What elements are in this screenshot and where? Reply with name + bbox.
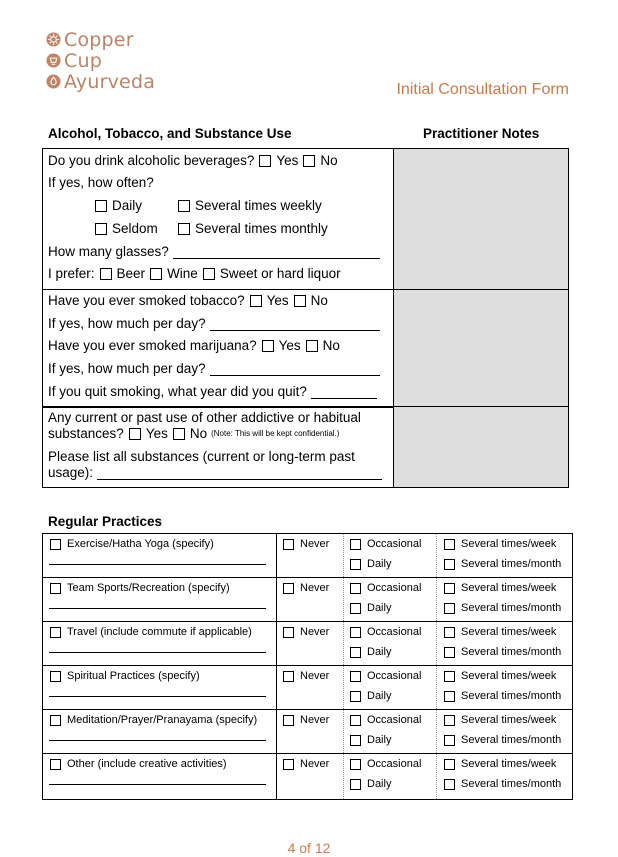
several-month-label: Several times/month xyxy=(461,558,562,570)
never-checkbox[interactable] xyxy=(283,627,294,638)
flame-icon xyxy=(46,74,61,89)
alcohol-section xyxy=(42,148,569,290)
substances-question-line2 xyxy=(48,426,339,441)
section-heading-substance: Alcohol, Tobacco, and Substance Use xyxy=(48,126,292,141)
substances-list-text2: usage): xyxy=(48,465,94,480)
marijuana-row xyxy=(48,338,340,353)
alcohol-yes-label: Yes xyxy=(276,153,299,168)
logo xyxy=(46,29,155,92)
wine-checkbox[interactable] xyxy=(150,268,162,280)
several-week-checkbox[interactable] xyxy=(444,759,455,770)
practitioner-notes-heading: Practitioner Notes xyxy=(423,126,540,141)
daily-checkbox[interactable] xyxy=(350,647,361,658)
marijuana-no-checkbox[interactable] xyxy=(306,340,318,352)
practice-label: Spiritual Practices (specify) xyxy=(67,670,200,682)
practice-checkbox[interactable] xyxy=(50,759,61,770)
several-month-checkbox[interactable] xyxy=(444,735,455,746)
several-month-label: Several times/month xyxy=(461,778,562,790)
glasses-question: How many glasses? xyxy=(48,244,169,259)
occasional-checkbox[interactable] xyxy=(350,759,361,770)
prefer-label: I prefer: xyxy=(48,266,95,281)
several-monthly-label: Several times monthly xyxy=(195,221,328,236)
practice-row xyxy=(43,666,572,710)
substances-question-text2: substances? xyxy=(48,426,124,441)
several-monthly-option xyxy=(173,221,328,236)
marijuana-amount-row xyxy=(48,361,380,376)
occasional-checkbox[interactable] xyxy=(350,627,361,638)
several-weekly-checkbox[interactable] xyxy=(178,200,190,212)
daily-checkbox[interactable] xyxy=(95,200,107,212)
never-label: Never xyxy=(300,714,330,726)
quit-year-row xyxy=(48,384,377,399)
logo-text-line2: Cup xyxy=(64,49,102,72)
daily-checkbox[interactable] xyxy=(350,779,361,790)
substances-no-checkbox[interactable] xyxy=(173,428,185,440)
marijuana-question: Have you ever smoked marijuana? xyxy=(48,338,257,353)
several-weekly-label: Several times weekly xyxy=(195,198,322,213)
practice-checkbox[interactable] xyxy=(50,583,61,594)
practice-specify-line[interactable] xyxy=(49,696,266,697)
practice-row xyxy=(43,622,572,666)
sun-icon xyxy=(46,32,61,47)
several-month-checkbox[interactable] xyxy=(444,559,455,570)
never-label: Never xyxy=(300,758,330,770)
substances-section xyxy=(42,406,569,488)
prefer-row xyxy=(48,266,341,281)
practice-row xyxy=(43,710,572,754)
never-label: Never xyxy=(300,538,330,550)
daily-label: Daily xyxy=(367,690,392,702)
several-week-label: Several times/week xyxy=(461,670,557,682)
substances-list-line1 xyxy=(48,449,355,464)
never-checkbox[interactable] xyxy=(283,583,294,594)
page-number: 4 of 12 xyxy=(287,840,331,856)
practice-row xyxy=(43,754,572,799)
quit-year-input-line[interactable] xyxy=(311,385,377,399)
practice-specify-line[interactable] xyxy=(49,652,266,653)
alcohol-question: Do you drink alcoholic beverages? xyxy=(48,153,255,168)
seldom-label: Seldom xyxy=(112,221,158,236)
practice-label: Other (include creative activities) xyxy=(67,758,227,770)
alcohol-no-checkbox[interactable] xyxy=(303,155,315,167)
substances-question-line1 xyxy=(48,410,361,425)
never-label: Never xyxy=(300,626,330,638)
never-label: Never xyxy=(300,582,330,594)
substances-list-text1: Please list all substances (current or long-term past xyxy=(48,449,355,464)
occasional-label: Occasional xyxy=(367,670,422,682)
occasional-label: Occasional xyxy=(367,714,422,726)
occasional-label: Occasional xyxy=(367,626,422,638)
liquor-checkbox[interactable] xyxy=(203,268,215,280)
several-week-checkbox[interactable] xyxy=(444,539,455,550)
occasional-checkbox[interactable] xyxy=(350,539,361,550)
how-often-question: If yes, how often? xyxy=(48,175,154,190)
practice-checkbox[interactable] xyxy=(50,539,61,550)
marijuana-yes-checkbox[interactable] xyxy=(262,340,274,352)
practice-label: Exercise/Hatha Yoga (specify) xyxy=(67,538,214,550)
practice-label: Travel (include commute if applicable) xyxy=(67,626,252,638)
never-checkbox[interactable] xyxy=(283,671,294,682)
practice-specify-line[interactable] xyxy=(49,740,266,741)
beer-checkbox[interactable] xyxy=(100,268,112,280)
daily-label: Daily xyxy=(367,602,392,614)
tobacco-amount-question: If yes, how much per day? xyxy=(48,316,206,331)
never-checkbox[interactable] xyxy=(283,759,294,770)
daily-label: Daily xyxy=(112,198,143,213)
practice-specify-line[interactable] xyxy=(49,564,266,565)
several-month-checkbox[interactable] xyxy=(444,603,455,614)
practice-checkbox[interactable] xyxy=(50,627,61,638)
logo-text-line3: Ayurveda xyxy=(64,70,156,93)
several-month-label: Several times/month xyxy=(461,646,562,658)
tobacco-yes-checkbox[interactable] xyxy=(250,295,262,307)
daily-label: Daily xyxy=(367,558,392,570)
practitioner-notes-alcohol[interactable] xyxy=(394,149,568,289)
daily-checkbox[interactable] xyxy=(350,559,361,570)
several-week-label: Several times/week xyxy=(461,758,557,770)
tobacco-question: Have you ever smoked tobacco? xyxy=(48,293,245,308)
several-month-label: Several times/month xyxy=(461,602,562,614)
occasional-label: Occasional xyxy=(367,758,422,770)
practice-checkbox[interactable] xyxy=(50,671,61,682)
glasses-row xyxy=(48,244,380,259)
several-monthly-checkbox[interactable] xyxy=(178,223,190,235)
occasional-checkbox[interactable] xyxy=(350,715,361,726)
practice-label: Team Sports/Recreation (specify) xyxy=(67,582,230,594)
practice-row xyxy=(43,534,572,578)
substances-list-line2 xyxy=(48,465,382,480)
substances-yes-label: Yes xyxy=(145,426,168,441)
tobacco-yes-label: Yes xyxy=(266,293,289,308)
tobacco-no-label: No xyxy=(310,293,328,308)
wine-label: Wine xyxy=(167,266,198,281)
occasional-checkbox[interactable] xyxy=(350,583,361,594)
occasional-label: Occasional xyxy=(367,538,422,550)
practice-specify-line[interactable] xyxy=(49,784,266,785)
substances-input-line[interactable] xyxy=(97,466,382,480)
daily-checkbox[interactable] xyxy=(350,603,361,614)
glasses-input-line[interactable] xyxy=(173,245,380,259)
tobacco-no-checkbox[interactable] xyxy=(294,295,306,307)
practice-specify-line[interactable] xyxy=(49,608,266,609)
never-checkbox[interactable] xyxy=(283,539,294,550)
occasional-checkbox[interactable] xyxy=(350,671,361,682)
practitioner-notes-substances[interactable] xyxy=(394,407,568,487)
never-checkbox[interactable] xyxy=(283,715,294,726)
quit-year-question: If you quit smoking, what year did you quit? xyxy=(48,384,307,399)
several-month-checkbox[interactable] xyxy=(444,647,455,658)
never-label: Never xyxy=(300,670,330,682)
liquor-label: Sweet or hard liquor xyxy=(219,266,341,281)
several-month-label: Several times/month xyxy=(461,690,562,702)
marijuana-amount-input-line[interactable] xyxy=(210,362,380,376)
alcohol-yes-checkbox[interactable] xyxy=(259,155,271,167)
occasional-label: Occasional xyxy=(367,582,422,594)
several-week-checkbox[interactable] xyxy=(444,671,455,682)
substances-yes-checkbox[interactable] xyxy=(129,428,141,440)
marijuana-yes-label: Yes xyxy=(278,338,301,353)
regular-practices-table xyxy=(42,533,573,800)
several-week-label: Several times/week xyxy=(461,538,557,550)
alcohol-question-row xyxy=(48,153,338,168)
several-week-label: Several times/week xyxy=(461,626,557,638)
several-week-checkbox[interactable] xyxy=(444,715,455,726)
confidential-note: (Note: This will be kept confidential.) xyxy=(211,429,340,438)
several-week-checkbox[interactable] xyxy=(444,583,455,594)
daily-label: Daily xyxy=(367,646,392,658)
logo-text-line1: Copper xyxy=(64,28,134,51)
substances-no-label: No xyxy=(189,426,208,441)
several-month-checkbox[interactable] xyxy=(444,779,455,790)
seldom-option xyxy=(90,221,158,236)
several-week-label: Several times/week xyxy=(461,714,557,726)
section-heading-regular-practices: Regular Practices xyxy=(48,514,163,529)
several-week-checkbox[interactable] xyxy=(444,627,455,638)
several-month-checkbox[interactable] xyxy=(444,691,455,702)
substances-question-text1: Any current or past use of other addictive or habitual xyxy=(48,410,361,425)
daily-option xyxy=(90,198,142,213)
smoking-section xyxy=(42,289,569,408)
how-often-row xyxy=(48,175,154,190)
form-title: Initial Consultation Form xyxy=(396,81,569,98)
practitioner-notes-smoking[interactable] xyxy=(394,290,568,407)
tobacco-amount-row xyxy=(48,316,380,331)
daily-label: Daily xyxy=(367,734,392,746)
practice-checkbox[interactable] xyxy=(50,715,61,726)
daily-label: Daily xyxy=(367,778,392,790)
practice-label: Meditation/Prayer/Pranayama (specify) xyxy=(67,714,258,726)
practice-row xyxy=(43,578,572,622)
daily-checkbox[interactable] xyxy=(350,691,361,702)
tobacco-row xyxy=(48,293,328,308)
cup-icon xyxy=(46,53,61,68)
marijuana-no-label: No xyxy=(322,338,340,353)
tobacco-amount-input-line[interactable] xyxy=(210,317,380,331)
several-week-label: Several times/week xyxy=(461,582,557,594)
daily-checkbox[interactable] xyxy=(350,735,361,746)
alcohol-no-label: No xyxy=(320,153,338,168)
several-month-label: Several times/month xyxy=(461,734,562,746)
several-weekly-option xyxy=(173,198,322,213)
beer-label: Beer xyxy=(116,266,146,281)
marijuana-amount-question: If yes, how much per day? xyxy=(48,361,206,376)
seldom-checkbox[interactable] xyxy=(95,223,107,235)
